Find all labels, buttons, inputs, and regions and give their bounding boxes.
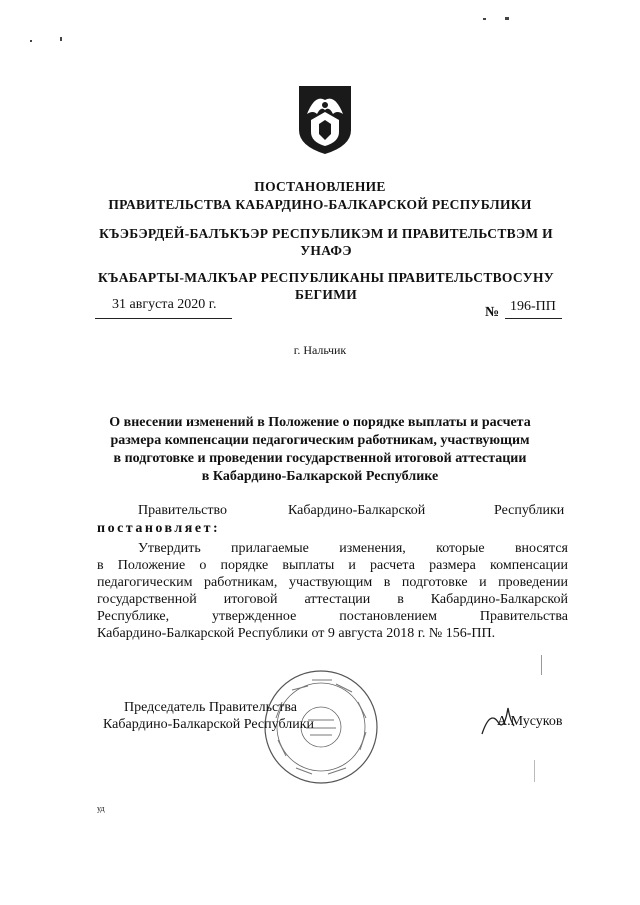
subject-line-2: размера компенсации педагогическим работникам, участвующим bbox=[110, 433, 530, 448]
signatory-name: А.Мусуков bbox=[497, 714, 563, 729]
body-word-government: Правительство bbox=[138, 503, 227, 518]
subject-line-4: в Кабардино-Балкарской Республике bbox=[201, 469, 439, 484]
body-line-1: Утвердить прилагаемые изменения, которые вносятся bbox=[138, 541, 568, 556]
margin-mark bbox=[541, 655, 542, 675]
scan-speck bbox=[30, 40, 32, 42]
body-line-5: Республике, утвержденное постановлением Правительства bbox=[97, 609, 568, 624]
decree-word: постановляет: bbox=[97, 521, 221, 536]
body-word-kbr: Кабардино-Балкарской bbox=[288, 503, 426, 518]
body-word-republic: Республики bbox=[494, 503, 565, 518]
number-sign: № bbox=[485, 305, 500, 320]
date-underline bbox=[95, 318, 232, 319]
body-line-4: государственной итоговой аттестации в Кабардино-Балкарской bbox=[97, 592, 568, 607]
document-number: 196-ПП bbox=[510, 299, 556, 314]
city: г. Нальчик bbox=[293, 343, 347, 357]
coat-of-arms-emblem bbox=[297, 84, 353, 156]
scan-speck bbox=[60, 37, 62, 41]
scan-speck bbox=[505, 17, 509, 20]
signatory-position-line-1: Председатель Правительства bbox=[124, 700, 297, 715]
document-title: ПОСТАНОВЛЕНИЕ bbox=[254, 179, 386, 194]
org-name-russian: ПРАВИТЕЛЬСТВА КАБАРДИНО-БАЛКАРСКОЙ РЕСПУБЛИКИ bbox=[108, 197, 532, 212]
body-line-6: Кабардино-Балкарской Республики от 9 августа 2018 г. № 156-ПП. bbox=[97, 626, 496, 641]
number-underline bbox=[505, 318, 562, 319]
subject-line-1: О внесении изменений в Положение о порядке выплаты и расчета bbox=[109, 415, 531, 430]
signatory-position-line-2: Кабардино-Балкарской Республики bbox=[103, 717, 314, 732]
scan-speck bbox=[483, 18, 486, 20]
document-date: 31 августа 2020 г. bbox=[112, 297, 217, 312]
footer-mark: уд bbox=[97, 804, 105, 813]
body-line-2: в Положение о порядке выплаты и расчета размера компенсации bbox=[97, 558, 568, 573]
body-line-3: педагогическим работникам, участвующим в подготовке и проведении bbox=[97, 575, 568, 590]
margin-mark bbox=[534, 760, 535, 782]
subject-line-3: в подготовке и проведении государственной итоговой аттестации bbox=[113, 451, 527, 466]
org-name-balkar: КЪАБАРТЫ-МАЛКЪАР РЕСПУБЛИКАНЫ ПРАВИТЕЛЬСТВОСУНУ БЕГИМИ bbox=[98, 270, 554, 302]
org-name-kabardian: КЪЭБЭРДЕЙ-БАЛЪКЪЭР РЕСПУБЛИКЭМ И ПРАВИТЕЛЬСТВЭМ И УНАФЭ bbox=[99, 226, 553, 258]
